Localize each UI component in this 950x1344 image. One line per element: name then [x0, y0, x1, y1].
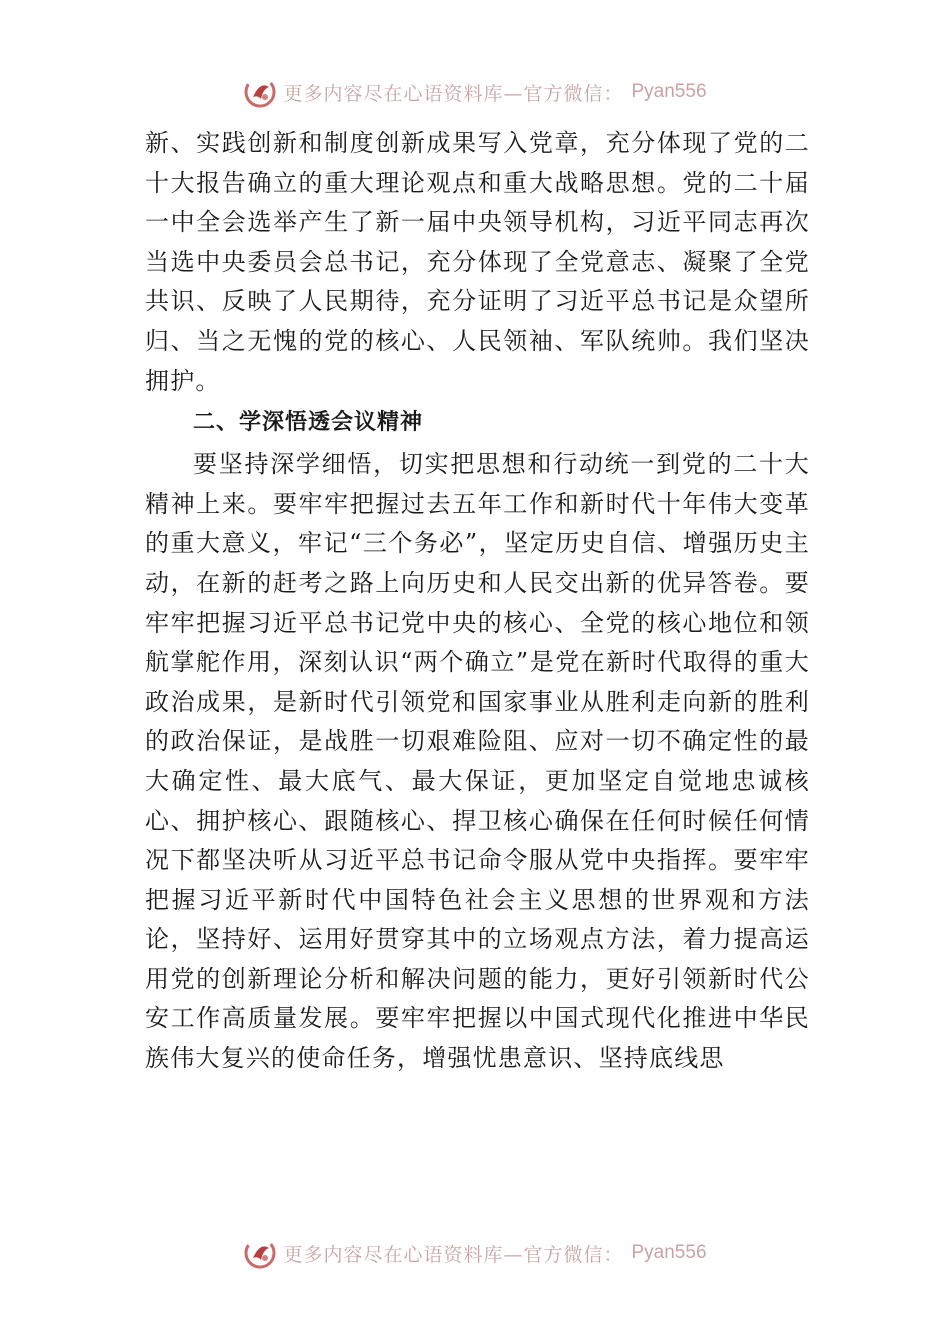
watermark-text: 更多内容尽在心语资料库—官方微信：: [283, 82, 624, 105]
red-seal-logo-icon: [243, 75, 277, 109]
footer-watermark: [0, 1233, 950, 1273]
section-heading-2: 二、学深悟透会议精神: [193, 410, 424, 436]
paragraph-2: 要坚持深学细悟，切实把思想和行动统一到党的二十大精神上来。要牢牢把握过去五年工作和新时代十年伟大变革的重大意义，牢记“三个务必”，坚定历史自信、增强历史主动，在新的赶考之路上向历史和人民交出新的优异答卷。要牢牢把握习近平总书记党中央的核心、全党的核心地位和领航掌舵作用，深刻认识“两个确立”是党在新时代取得的重大政治成果，是新时代引领党和国家事业从胜利走向新的胜利的政治保证，是战胜一切艰难险阻、应对一切不确定性的最大确定性、最大底气、最大保证，更加坚定自觉地忠诚核心、拥护核心、跟随核心、捍卫核心确保在任何时候任何情况下都坚决听从习近平总书记命令服从党中央指挥。要牢牢把握习近平新时代中国特色社会主义思想的世界观和方法论，坚持好、运用好贯穿其中的立场观点方法，着力提高运用党的创新理论分析和解决问题的能力，更好引领新时代公安工作高质量发展。要牢牢把握以中国式现代化推进中华民族伟大复兴的使命任务，增强忧患意识、坚持底线思: [145, 450, 810, 1073]
paragraph-1: 新、实践创新和制度创新成果写入党章，充分体现了党的二十大报告确立的重大理论观点和重大战略思想。党的二十届一中全会选举产生了新一届中央领导机构，习近平同志再次当选中央委员会总书记，充分体现了全党意志、凝聚了全党共识、反映了人民期待，充分证明了习近平总书记是众望所归、当之无愧的党的核心、人民领袖、军队统帅。我们坚决拥护。: [145, 129, 810, 395]
red-seal-logo-icon: [243, 1236, 277, 1270]
watermark-text: 更多内容尽在心语资料库—官方微信：: [283, 1243, 624, 1266]
header-watermark: [0, 72, 950, 112]
watermark-wechat-id: Pyan556: [631, 81, 707, 102]
document-body: [145, 124, 810, 1079]
watermark-wechat-id: Pyan556: [631, 1242, 707, 1263]
